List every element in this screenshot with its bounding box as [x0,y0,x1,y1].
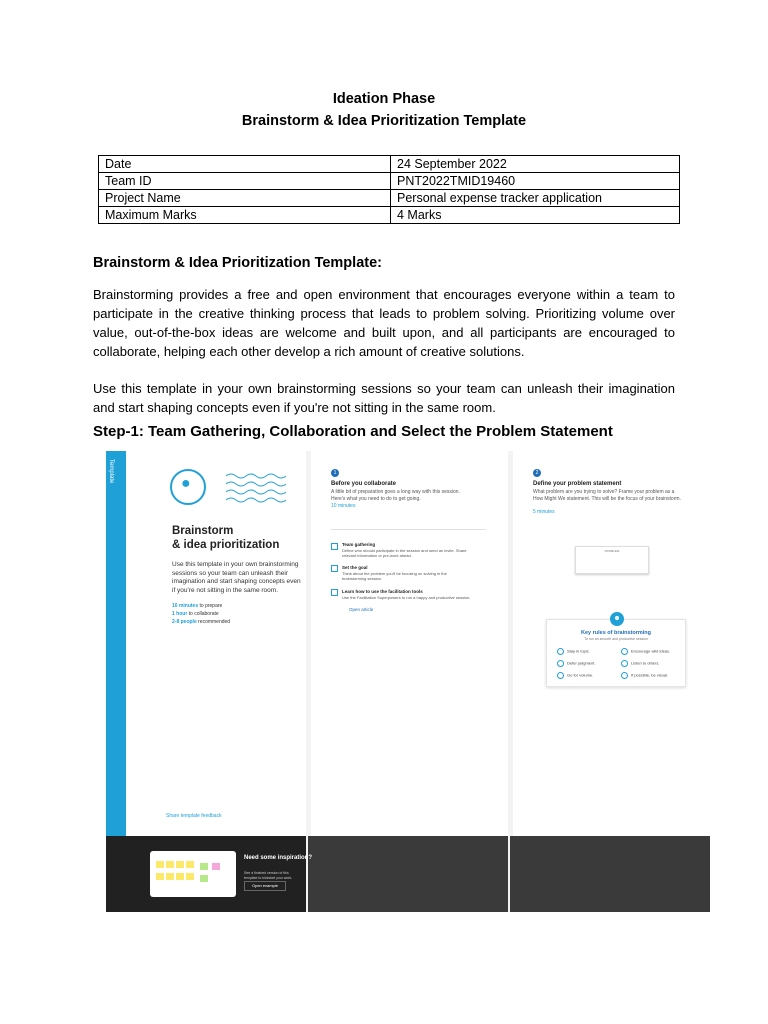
panel-text: What problem are you trying to solve? Frame your problem as a How Might We statement. This will be the focus of your brainstorm. [533,489,681,502]
doc-subtitle: Brainstorm & Idea Prioritization Template [241,113,527,129]
table-label: Maximum Marks [99,207,391,224]
step-number: 2 [533,469,541,477]
meta-collaborate: 1 hour to collaborate [172,611,219,617]
table-row [99,173,680,190]
time-label: 10 minutes [331,503,356,509]
inspiration-text: See a finished version of this template to kickstart your work. [244,871,293,880]
rule-item: Stay in topic. [557,648,590,655]
panel-before-collaborate [311,451,508,836]
dark-bar [308,836,508,912]
item-title: Learn how to use the facilitation tools [342,589,423,594]
rule-icon [557,660,564,667]
board-title: Brainstorm & idea prioritization [172,525,280,551]
problem-note: PROBLEM [575,546,649,574]
section-title: Brainstorm & Idea Prioritization Template: [93,255,382,271]
dark-bar [510,836,710,912]
paragraph-intro: Brainstorming provides a free and open environment that encourages everyone within a team to participate in the creative thinking process that leads to problem solving. Prioritizing volume over value, out-of-the-box ideas are welcome and built upon, and all participants are encouraged to collaborate, helping each other develop a rich amount of creative solutions. [93,287,675,359]
checkbox-icon [331,589,338,596]
rule-item: Listen to others. [621,660,659,667]
rules-title: Key rules of brainstorming [581,630,651,636]
panel-text: A little bit of preparation goes a long way with this session. Here's what you need to do to get going. [331,489,460,502]
table-label: Project Name [99,190,391,207]
table-label: Team ID [99,173,391,190]
panel-problem-statement [513,451,710,836]
item-title: Team gathering [342,542,376,547]
item-text: Define who should participate in the session and send an invite. Share relevant information or pre-work ahead. [342,548,467,558]
table-value: Personal expense tracker application [391,190,680,207]
sidebar-label: Template [108,459,114,484]
checkbox-icon [331,565,338,572]
paragraph-usage: Use this template in your own brainstorming sessions so your team can unleash their imagination and start shaping concepts even if you're not sitting in the same room. [93,381,675,415]
table-value: 4 Marks [391,207,680,224]
people-icon: ☻ [610,612,624,626]
table-row [99,156,680,173]
feedback-link[interactable]: Share template feedback [166,813,222,819]
item-text: Use the Facilitation Superpowers to run a happy and productive session. [342,595,471,600]
rule-item: If possible, be visual. [621,672,668,679]
rule-item: Defer judgment. [557,660,595,667]
rule-item: Go for volume. [557,672,593,679]
wave-decoration-icon [226,471,286,511]
template-sidebar [106,451,126,836]
open-article-link[interactable]: Open article [349,607,374,612]
table-row [99,190,680,207]
rule-icon [557,672,564,679]
meta-people: 2-8 people recommended [172,619,231,625]
table-value: PNT2022TMID19460 [391,173,680,190]
rule-item: Encourage wild ideas. [621,648,670,655]
mural-board-image [106,451,710,912]
rules-subtitle: To run an smooth and productive session [584,637,648,641]
step-number: 1 [331,469,339,477]
lightbulb-icon: ● [170,469,206,505]
rules-card [546,615,686,687]
step1-heading: Step-1: Team Gathering, Collaboration and Select the Problem Statement [93,423,613,440]
rule-icon [621,648,628,655]
checkbox-icon [331,543,338,550]
panel-title: Before you collaborate [331,481,397,487]
panel-title: Define your problem statement [533,481,622,487]
table-row [99,207,680,224]
panel-intro [126,451,306,836]
item-title: Set the goal [342,565,368,570]
open-example-button[interactable]: Open example [244,881,286,891]
example-thumbnail [150,851,236,897]
board-subtitle: Use this template in your own brainstorming sessions so your team can unleash their imagination and start shaping concepts even if you're not sitting in the same room. [172,561,301,594]
rule-icon [557,648,564,655]
item-text: Think about the problem you'll be focusing on solving in the brainstorming session. [342,571,447,581]
table-value: 24 September 2022 [391,156,680,173]
meta-prepare: 10 minutes to prepare [172,603,223,609]
doc-title: Ideation Phase [332,91,436,107]
info-table [98,155,680,224]
rule-icon [621,672,628,679]
table-label: Date [99,156,391,173]
time-label: 5 minutes [533,509,555,515]
inspiration-title: Need some inspiration? [244,855,313,861]
rule-icon [621,660,628,667]
